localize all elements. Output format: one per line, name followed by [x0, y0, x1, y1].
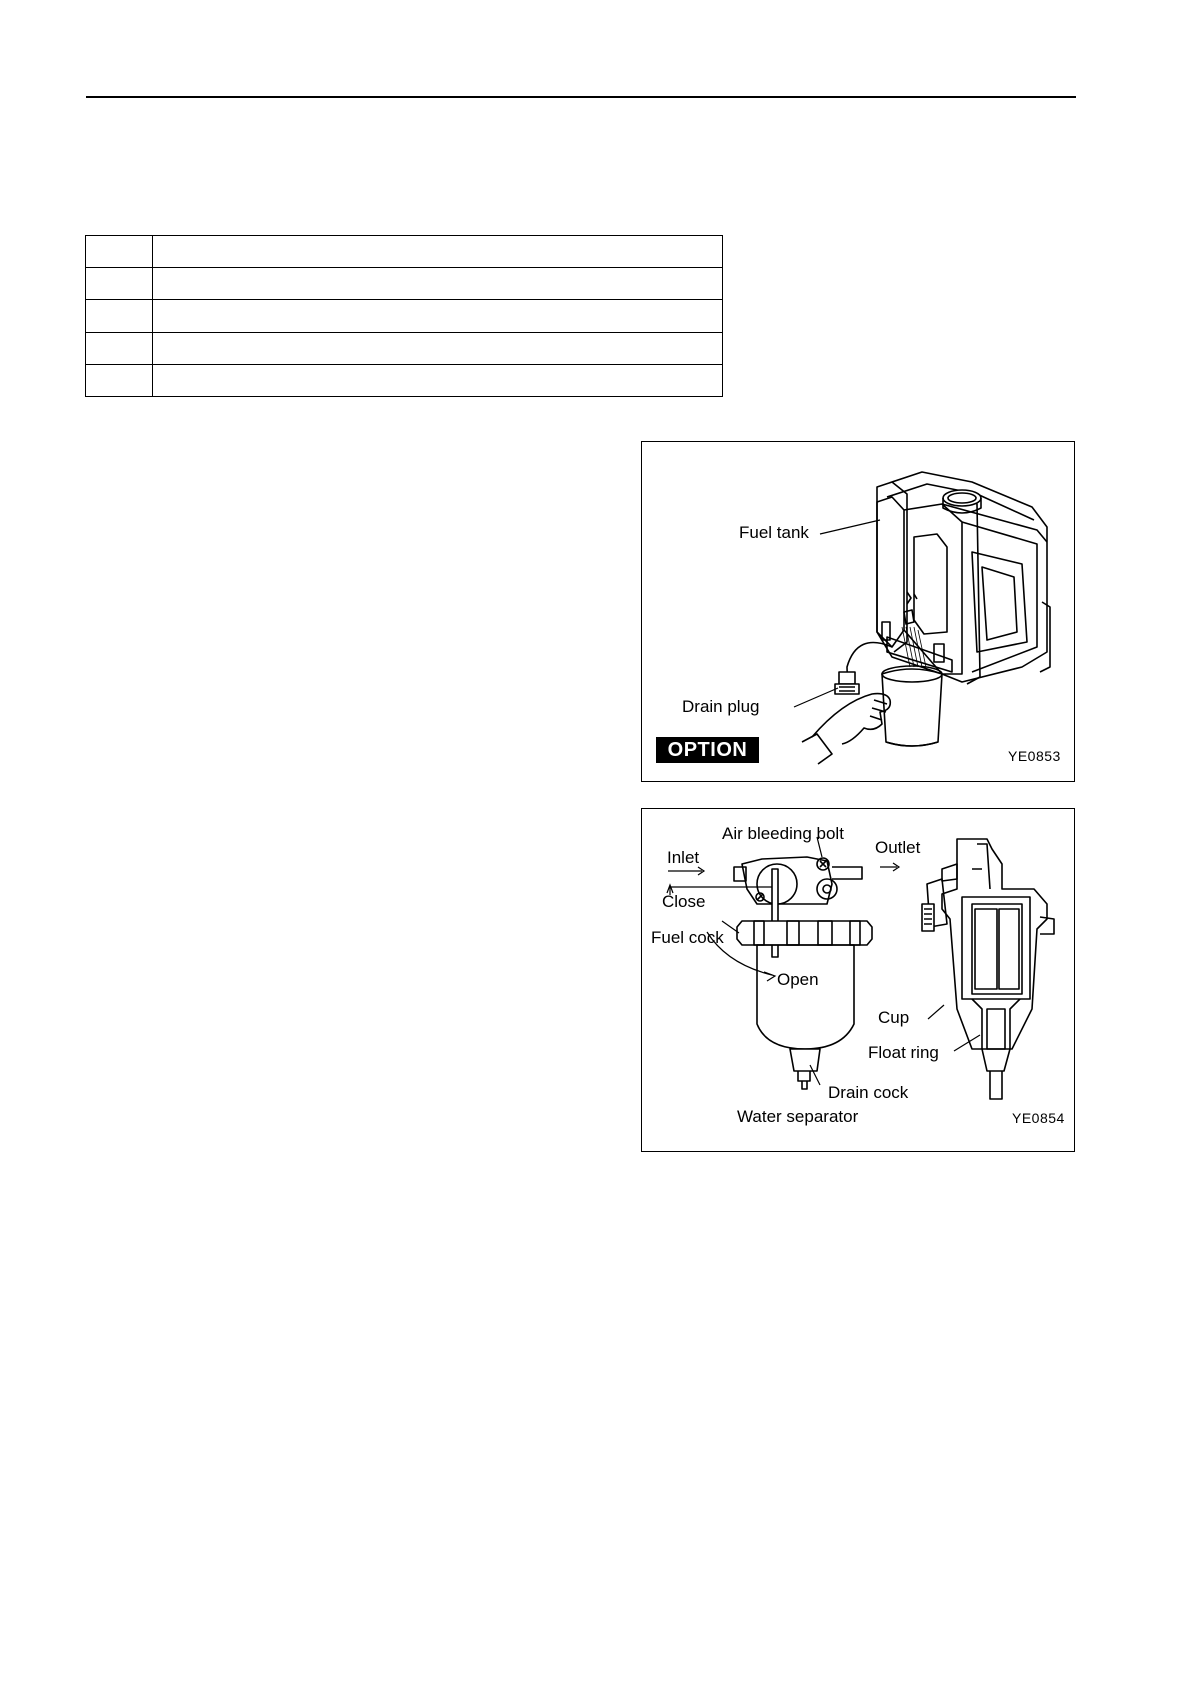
- option-badge: OPTION: [656, 737, 759, 763]
- drain-plug-label: Drain plug: [682, 697, 760, 716]
- air-bleeding-bolt-label: Air bleeding bolt: [722, 824, 844, 843]
- fuel-tank-figure: [641, 441, 1075, 782]
- header-rule: [86, 96, 1076, 98]
- table-cell: [153, 332, 723, 364]
- blank-table: [85, 235, 723, 397]
- figure-code: YE0853: [1008, 748, 1061, 764]
- fuel-cock-label: Fuel cock: [651, 928, 724, 947]
- table-cell: [153, 236, 723, 268]
- water-separator-figure: [641, 808, 1075, 1152]
- table-row: [86, 300, 723, 332]
- table-cell: [86, 332, 153, 364]
- open-label: Open: [777, 970, 819, 989]
- inlet-label: Inlet: [667, 848, 700, 867]
- table-cell: [86, 364, 153, 396]
- fuel-tank-label: Fuel tank: [739, 523, 809, 542]
- table-cell: [86, 300, 153, 332]
- close-label: Close: [662, 892, 706, 911]
- table-cell: [86, 236, 153, 268]
- table-cell: [153, 268, 723, 300]
- water-separator-label: Water separator: [737, 1107, 859, 1126]
- table-row: [86, 364, 723, 396]
- table-row: [86, 268, 723, 300]
- fuel-tank-illustration: [642, 442, 1076, 783]
- table-row: [86, 236, 723, 268]
- figure-code: YE0854: [1012, 1110, 1065, 1126]
- table-cell: [86, 268, 153, 300]
- outlet-label: Outlet: [875, 838, 921, 857]
- cup-label: Cup: [878, 1008, 910, 1027]
- drain-cock-label: Drain cock: [828, 1083, 909, 1102]
- float-ring-label: Float ring: [868, 1043, 939, 1062]
- table-row: [86, 332, 723, 364]
- table-cell: [153, 300, 723, 332]
- table-cell: [153, 364, 723, 396]
